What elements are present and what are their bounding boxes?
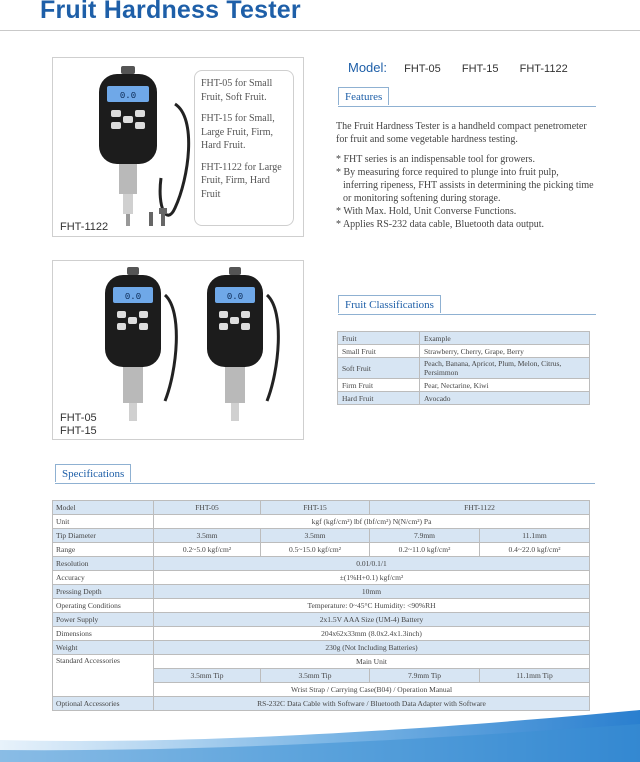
model-label: Model: <box>348 60 388 75</box>
spec-value: ±(1%H+0.1) kgf/cm² <box>154 571 590 585</box>
table-row <box>338 332 590 345</box>
model-item: FHT-15 <box>461 63 499 75</box>
table-row <box>53 515 590 529</box>
specifications-heading: Specifications <box>55 464 131 482</box>
spec-label: Range <box>53 543 154 557</box>
fruit-cell: Firm Fruit <box>338 379 420 392</box>
spec-value: 0.4~22.0 kgf/cm² <box>480 543 590 557</box>
caption-fht-05: FHT-05 <box>60 412 97 424</box>
table-row <box>338 358 590 379</box>
spec-label: Model <box>53 501 154 515</box>
table-row <box>53 641 590 655</box>
spec-label: Tip Diameter <box>53 529 154 543</box>
feature-bullet: * Applies RS-232 data cable, Bluetooth data output. <box>336 219 545 230</box>
table-row <box>53 543 590 557</box>
title-divider <box>0 30 640 31</box>
spec-value: 0.01/0.1/1 <box>154 557 590 571</box>
spec-label: Standard Accessories <box>53 655 154 697</box>
model-notes <box>194 70 294 226</box>
table-row <box>338 392 590 405</box>
spec-value: 7.9mm <box>370 529 480 543</box>
spec-value: 10mm <box>154 585 590 599</box>
fruit-cell: Soft Fruit <box>338 358 420 379</box>
spec-label: Dimensions <box>53 627 154 641</box>
spec-value: 0.2~11.0 kgf/cm² <box>370 543 480 557</box>
device-caption <box>60 412 97 438</box>
spec-model: FHT-1122 <box>370 501 590 515</box>
spec-value: 204x62x33mm (8.0x2.4x1.3inch) <box>154 627 590 641</box>
table-row <box>53 585 590 599</box>
spec-value: Temperature: 0~45°C Humidity: <90%RH <box>154 599 590 613</box>
spec-label: Power Supply <box>53 613 154 627</box>
feature-bullet: * With Max. Hold, Unit Converse Functions. <box>336 206 517 217</box>
note-fht-05: FHT-05 for Small Fruit, Soft Fruit. <box>201 78 273 103</box>
spec-label: Optional Accessories <box>53 697 154 711</box>
table-row <box>338 345 590 358</box>
spec-label: Accuracy <box>53 571 154 585</box>
spec-value: RS-232C Data Cable with Software / Bluetooth Data Adapter with Software <box>154 697 590 711</box>
features-list <box>336 153 594 231</box>
spec-value: kgf (kgf/cm²) lbf (lbf/cm²) N(N/cm²) Pa <box>154 515 590 529</box>
table-row <box>53 557 590 571</box>
table-row <box>53 529 590 543</box>
spec-value: 7.9mm Tip <box>370 669 480 683</box>
model-item: FHT-05 <box>404 63 441 75</box>
spec-value: 3.5mm <box>261 529 370 543</box>
page-title: Fruit Hardness Tester <box>40 0 301 24</box>
spec-value: 3.5mm Tip <box>261 669 370 683</box>
note-fht-15: FHT-15 for Small, Large Fruit, Firm, Hard Fruit. <box>201 113 275 151</box>
example-cell: Avocado <box>420 392 590 405</box>
spec-value: Wrist Strap / Carrying Case(B04) / Operation Manual <box>154 683 590 697</box>
spec-label: Operating Conditions <box>53 599 154 613</box>
spec-value: 3.5mm <box>154 529 261 543</box>
model-line <box>348 60 586 75</box>
features-description: The Fruit Hardness Tester is a handheld compact penetrometer for fruit and some vegetable hardness testing. <box>336 121 587 145</box>
classifications-heading: Fruit Classifications <box>338 295 441 313</box>
example-cell: Strawberry, Cherry, Grape, Berry <box>420 345 590 358</box>
table-row <box>53 599 590 613</box>
features-rule <box>338 106 596 107</box>
spec-label: Resolution <box>53 557 154 571</box>
table-row <box>338 379 590 392</box>
classifications-rule <box>338 314 596 315</box>
example-cell: Peach, Banana, Apricot, Plum, Melon, Citrus, Persimmon <box>420 358 590 379</box>
spec-label: Unit <box>53 515 154 529</box>
device-display-left: 0.0 <box>124 292 142 302</box>
table-row <box>53 501 590 515</box>
spec-model: FHT-15 <box>261 501 370 515</box>
spec-label: Weight <box>53 641 154 655</box>
table-row <box>53 571 590 585</box>
spec-value: 230g (Not Including Batteries) <box>154 641 590 655</box>
spec-label: Pressing Depth <box>53 585 154 599</box>
caption-fht-15: FHT-15 <box>60 425 97 437</box>
table-row <box>53 627 590 641</box>
device-display: 0.0 <box>119 91 137 101</box>
model-item: FHT-1122 <box>519 63 568 75</box>
classifications-table <box>337 331 590 405</box>
example-cell: Pear, Nectarine, Kiwi <box>420 379 590 392</box>
fruit-cell: Hard Fruit <box>338 392 420 405</box>
spec-model: FHT-05 <box>154 501 261 515</box>
specifications-rule <box>55 483 595 484</box>
product-photo-bottom <box>52 260 304 440</box>
feature-bullet: * By measuring force required to plunge into fruit pulp, inferring ripeness, FHT assists in determining the picking time or monitoring softening during storage. <box>336 167 594 204</box>
spec-value: 3.5mm Tip <box>154 669 261 683</box>
device-caption: FHT-1122 <box>60 221 109 233</box>
spec-value: 0.2~5.0 kgf/cm² <box>154 543 261 557</box>
table-row <box>53 655 590 669</box>
fht-1122-device-illustration <box>57 58 197 236</box>
table-row <box>53 613 590 627</box>
header-fruit: Fruit <box>338 332 420 345</box>
specifications-table <box>52 500 590 711</box>
device-display-right: 0.0 <box>226 292 244 302</box>
footer-wave <box>0 700 640 762</box>
spec-value: 2x1.5V AAA Size (UM-4) Battery <box>154 613 590 627</box>
feature-bullet: * FHT series is an indispensable tool for growers. <box>336 154 535 165</box>
features-heading: Features <box>338 87 389 105</box>
note-fht-1122: FHT-1122 for Large Fruit, Firm, Hard Fruit <box>201 161 282 200</box>
spec-value: Main Unit <box>154 655 590 669</box>
spec-value: 0.5~15.0 kgf/cm² <box>261 543 370 557</box>
spec-value: 11.1mm Tip <box>480 669 590 683</box>
header-example: Example <box>420 332 590 345</box>
fruit-cell: Small Fruit <box>338 345 420 358</box>
spec-value: 11.1mm <box>480 529 590 543</box>
